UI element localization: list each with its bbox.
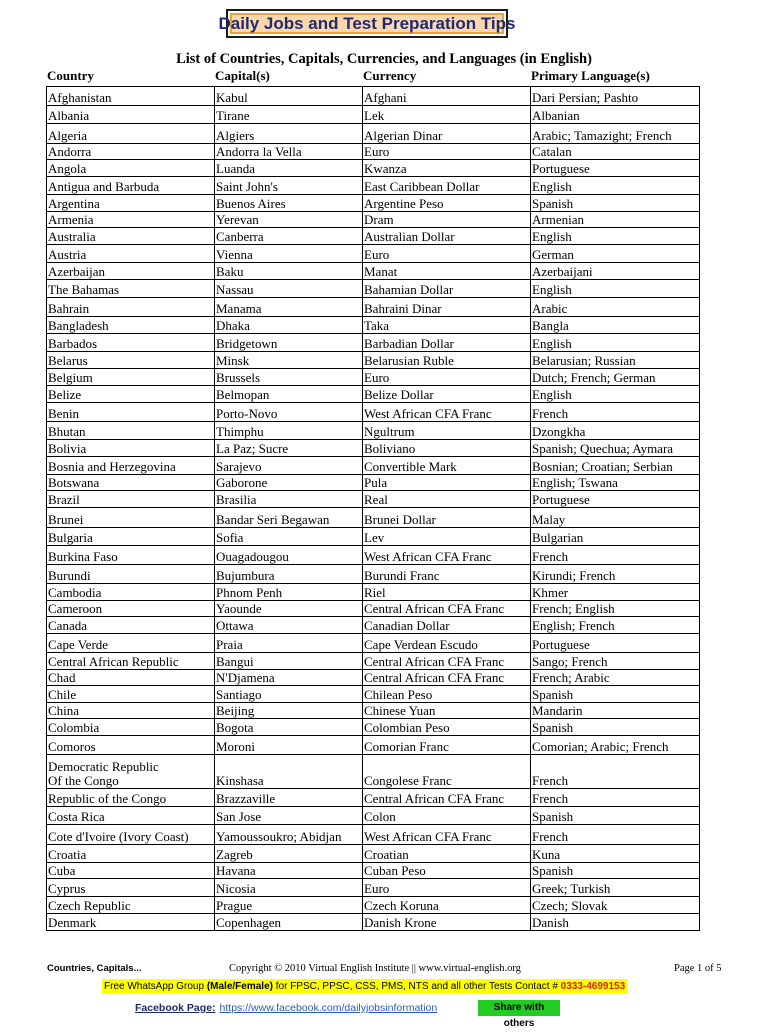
cell-currency: Congolese Franc <box>363 755 531 789</box>
cell-language: Czech; Slovak <box>531 897 700 914</box>
cell-language: Danish <box>531 914 700 931</box>
table-row <box>47 422 700 440</box>
cell-capital: Yerevan <box>215 212 363 228</box>
cell-capital: Baku <box>215 263 363 280</box>
table-row <box>47 653 700 670</box>
cell-currency: Pula <box>363 475 531 491</box>
cell-currency: Brunei Dollar <box>363 508 531 528</box>
cell-language: Portuguese <box>531 491 700 508</box>
cell-capital: Yamoussoukro; Abidjan <box>215 825 363 845</box>
table-row <box>47 263 700 280</box>
cell-country: Denmark <box>47 914 215 931</box>
cell-currency: Ngultrum <box>363 422 531 440</box>
cell-currency: Lek <box>363 106 531 124</box>
cell-capital: Dhaka <box>215 317 363 334</box>
cell-currency: Lev <box>363 528 531 546</box>
cell-currency: Chilean Peso <box>363 686 531 703</box>
cell-country: Argentina <box>47 195 215 212</box>
column-header-capital: Capital(s) <box>215 68 270 83</box>
table-row <box>47 352 700 369</box>
cell-currency: Croatian <box>363 845 531 863</box>
cell-country: Cape Verde <box>47 634 215 653</box>
footer-page-number: Page 1 of 5 <box>674 963 722 974</box>
cell-language: Portuguese <box>531 634 700 653</box>
cell-country: Brazil <box>47 491 215 508</box>
cell-country: Burundi <box>47 565 215 584</box>
cell-language: Kuna <box>531 845 700 863</box>
cell-capital: La Paz; Sucre <box>215 440 363 457</box>
cell-country: Brunei <box>47 508 215 528</box>
cell-capital: Sarajevo <box>215 457 363 475</box>
table-row <box>47 879 700 897</box>
cell-language: French; Arabic <box>531 670 700 686</box>
cell-language: Spanish <box>531 863 700 879</box>
cell-capital: Zagreb <box>215 845 363 863</box>
cell-capital: Brazzaville <box>215 789 363 807</box>
cell-capital: Gaborone <box>215 475 363 491</box>
table-row <box>47 670 700 686</box>
cell-capital: Minsk <box>215 352 363 369</box>
cell-currency: Canadian Dollar <box>363 617 531 634</box>
cell-language: Dari Persian; Pashto <box>531 87 700 106</box>
cell-currency: Kwanza <box>363 160 531 177</box>
facebook-line <box>135 1000 437 1016</box>
cell-language: Bosnian; Croatian; Serbian <box>531 457 700 475</box>
table-row <box>47 228 700 245</box>
cell-capital: Santiago <box>215 686 363 703</box>
cell-language: Spanish <box>531 807 700 825</box>
countries-table <box>46 86 700 931</box>
cell-language: Spanish <box>531 719 700 736</box>
cell-capital: Algiers <box>215 124 363 144</box>
cell-capital: Canberra <box>215 228 363 245</box>
table-row <box>47 897 700 914</box>
cell-country: Albania <box>47 106 215 124</box>
cell-currency: Boliviano <box>363 440 531 457</box>
cell-capital: Prague <box>215 897 363 914</box>
cell-country: Bosnia and Herzegovina <box>47 457 215 475</box>
cell-language: Spanish <box>531 686 700 703</box>
cell-language: Albanian <box>531 106 700 124</box>
cell-currency: West African CFA Franc <box>363 546 531 565</box>
cell-country: Comoros <box>47 736 215 755</box>
cell-capital: Brasilia <box>215 491 363 508</box>
table-row <box>47 601 700 617</box>
table-row <box>47 719 700 736</box>
cell-country: Bulgaria <box>47 528 215 546</box>
cell-currency: Convertible Mark <box>363 457 531 475</box>
table-row <box>47 317 700 334</box>
footer-copyright: Copyright © 2010 Virtual English Institute || www.virtual-english.org <box>229 963 521 974</box>
cell-country: China <box>47 703 215 719</box>
cell-language: French <box>531 403 700 422</box>
cell-language: Greek; Turkish <box>531 879 700 897</box>
share-button[interactable]: Share with others <box>478 1000 560 1016</box>
cell-currency: Czech Koruna <box>363 897 531 914</box>
table-row <box>47 686 700 703</box>
table-row <box>47 508 700 528</box>
cell-currency: Central African CFA Franc <box>363 789 531 807</box>
column-header-country: Country <box>47 68 94 83</box>
cell-capital: Vienna <box>215 245 363 263</box>
cell-currency: Euro <box>363 245 531 263</box>
cell-language: Dutch; French; German <box>531 369 700 386</box>
cell-currency: Cape Verdean Escudo <box>363 634 531 653</box>
cell-capital: Kabul <box>215 87 363 106</box>
cell-language: Mandarin <box>531 703 700 719</box>
cell-language: Malay <box>531 508 700 528</box>
banner-title: Daily Jobs and Test Preparation Tips <box>218 13 516 33</box>
table-row <box>47 565 700 584</box>
cell-language: Bulgarian <box>531 528 700 546</box>
cell-currency: Central African CFA Franc <box>363 670 531 686</box>
cell-capital: Moroni <box>215 736 363 755</box>
cell-country: Czech Republic <box>47 897 215 914</box>
cell-currency: Euro <box>363 879 531 897</box>
cell-capital: Beijing <box>215 703 363 719</box>
cell-country: Central African Republic <box>47 653 215 670</box>
table-row <box>47 87 700 106</box>
cell-country: Chad <box>47 670 215 686</box>
cell-currency: Dram <box>363 212 531 228</box>
cell-language: Portuguese <box>531 160 700 177</box>
cell-currency: Comorian Franc <box>363 736 531 755</box>
cell-currency: Euro <box>363 369 531 386</box>
column-header-language: Primary Language(s) <box>531 68 650 83</box>
table-row <box>47 736 700 755</box>
cell-currency: East Caribbean Dollar <box>363 177 531 195</box>
cell-capital: Tirane <box>215 106 363 124</box>
cell-currency: Real <box>363 491 531 508</box>
cell-language: English; French <box>531 617 700 634</box>
table-row <box>47 160 700 177</box>
table-row <box>47 703 700 719</box>
cell-country: Colombia <box>47 719 215 736</box>
column-headers <box>0 68 768 85</box>
cell-capital: Yaounde <box>215 601 363 617</box>
table-row <box>47 386 700 403</box>
cell-language: English <box>531 386 700 403</box>
cell-language: Arabic; Tamazight; French <box>531 124 700 144</box>
cell-capital: Nassau <box>215 280 363 298</box>
banner <box>218 9 516 38</box>
whatsapp-promo-group: (Male/Female) <box>206 981 273 992</box>
column-header-currency: Currency <box>363 68 417 83</box>
cell-country: Democratic Republic Of the Congo <box>47 755 215 789</box>
table-row <box>47 195 700 212</box>
cell-currency: Bahamian Dollar <box>363 280 531 298</box>
cell-language: Armenian <box>531 212 700 228</box>
table-row <box>47 863 700 879</box>
cell-country: Belize <box>47 386 215 403</box>
table-row <box>47 403 700 422</box>
cell-currency: Riel <box>363 584 531 601</box>
cell-currency: Argentine Peso <box>363 195 531 212</box>
table-row <box>47 546 700 565</box>
cell-country: Cameroon <box>47 601 215 617</box>
cell-currency: Euro <box>363 144 531 160</box>
cell-language: Comorian; Arabic; French <box>531 736 700 755</box>
cell-currency: Belarusian Ruble <box>363 352 531 369</box>
cell-language: English <box>531 228 700 245</box>
table-row <box>47 845 700 863</box>
cell-capital: Nicosia <box>215 879 363 897</box>
table-row <box>47 212 700 228</box>
cell-currency: West African CFA Franc <box>363 825 531 845</box>
cell-capital: Porto-Novo <box>215 403 363 422</box>
cell-country: Antigua and Barbuda <box>47 177 215 195</box>
table-row <box>47 177 700 195</box>
cell-language: French <box>531 755 700 789</box>
cell-country: Barbados <box>47 334 215 352</box>
table-row <box>47 584 700 601</box>
cell-currency: Australian Dollar <box>363 228 531 245</box>
cell-language: German <box>531 245 700 263</box>
cell-capital: Sofia <box>215 528 363 546</box>
cell-country: Afghanistan <box>47 87 215 106</box>
table-row <box>47 280 700 298</box>
cell-country: Burkina Faso <box>47 546 215 565</box>
table-row <box>47 124 700 144</box>
cell-language: English; Tswana <box>531 475 700 491</box>
cell-country: Belgium <box>47 369 215 386</box>
cell-language: Arabic <box>531 298 700 317</box>
cell-currency: Chinese Yuan <box>363 703 531 719</box>
table-row <box>47 914 700 931</box>
cell-language: Kirundi; French <box>531 565 700 584</box>
cell-currency: Cuban Peso <box>363 863 531 879</box>
table-row <box>47 807 700 825</box>
cell-language: Sango; French <box>531 653 700 670</box>
cell-country: Bhutan <box>47 422 215 440</box>
cell-language: Spanish <box>531 195 700 212</box>
cell-language: Spanish; Quechua; Aymara <box>531 440 700 457</box>
cell-language: French <box>531 789 700 807</box>
cell-country: Chile <box>47 686 215 703</box>
cell-country: Cyprus <box>47 879 215 897</box>
cell-currency: Manat <box>363 263 531 280</box>
cell-capital: Bridgetown <box>215 334 363 352</box>
cell-country: Croatia <box>47 845 215 863</box>
cell-capital: Ottawa <box>215 617 363 634</box>
whatsapp-promo-text: Free WhatsApp Group <box>104 981 207 992</box>
cell-capital: Praia <box>215 634 363 653</box>
cell-country: Benin <box>47 403 215 422</box>
cell-country: Republic of the Congo <box>47 789 215 807</box>
cell-language: Belarusian; Russian <box>531 352 700 369</box>
cell-country: Cambodia <box>47 584 215 601</box>
cell-capital: Thimphu <box>215 422 363 440</box>
cell-language: Khmer <box>531 584 700 601</box>
cell-country: Belarus <box>47 352 215 369</box>
cell-language: French <box>531 825 700 845</box>
facebook-label: Facebook Page: <box>135 1002 216 1014</box>
table-row <box>47 245 700 263</box>
cell-currency: Afghani <box>363 87 531 106</box>
cell-country: Algeria <box>47 124 215 144</box>
table-row <box>47 440 700 457</box>
cell-country: Angola <box>47 160 215 177</box>
cell-language: French <box>531 546 700 565</box>
table-row <box>47 298 700 317</box>
cell-country: Austria <box>47 245 215 263</box>
cell-country: Canada <box>47 617 215 634</box>
cell-language: Bangla <box>531 317 700 334</box>
table-row <box>47 491 700 508</box>
cell-currency: Colon <box>363 807 531 825</box>
cell-country: Botswana <box>47 475 215 491</box>
table-row <box>47 617 700 634</box>
cell-country: Bahrain <box>47 298 215 317</box>
cell-currency: Barbadian Dollar <box>363 334 531 352</box>
cell-country: The Bahamas <box>47 280 215 298</box>
cell-currency: Bahraini Dinar <box>363 298 531 317</box>
cell-capital: Phnom Penh <box>215 584 363 601</box>
cell-country: Cuba <box>47 863 215 879</box>
table-row <box>47 475 700 491</box>
cell-currency: Danish Krone <box>363 914 531 931</box>
cell-language: Dzongkha <box>531 422 700 440</box>
cell-capital: Kinshasa <box>215 755 363 789</box>
table-row <box>47 144 700 160</box>
whatsapp-promo <box>102 979 627 994</box>
cell-country: Bolivia <box>47 440 215 457</box>
table-row <box>47 789 700 807</box>
cell-capital: Andorra la Vella <box>215 144 363 160</box>
cell-capital: San Jose <box>215 807 363 825</box>
cell-language: English <box>531 334 700 352</box>
cell-capital: Bandar Seri Begawan <box>215 508 363 528</box>
whatsapp-phone: 0333-4699153 <box>560 981 626 992</box>
cell-language: French; English <box>531 601 700 617</box>
document-title: List of Countries, Capitals, Currencies, and Languages (in English) <box>176 51 592 67</box>
cell-country: Bangladesh <box>47 317 215 334</box>
table-row <box>47 528 700 546</box>
cell-currency: Belize Dollar <box>363 386 531 403</box>
cell-country: Andorra <box>47 144 215 160</box>
cell-capital: Saint John's <box>215 177 363 195</box>
cell-capital: Manama <box>215 298 363 317</box>
cell-capital: Copenhagen <box>215 914 363 931</box>
cell-language: English <box>531 177 700 195</box>
cell-capital: Bogota <box>215 719 363 736</box>
cell-capital: N'Djamena <box>215 670 363 686</box>
cell-capital: Ouagadougou <box>215 546 363 565</box>
cell-currency: Taka <box>363 317 531 334</box>
cell-currency: Central African CFA Franc <box>363 653 531 670</box>
footer-doc-name: Countries, Capitals... <box>47 963 142 974</box>
table-row <box>47 106 700 124</box>
cell-currency: Algerian Dinar <box>363 124 531 144</box>
table-row <box>47 755 700 789</box>
cell-capital: Havana <box>215 863 363 879</box>
cell-capital: Luanda <box>215 160 363 177</box>
cell-capital: Bujumbura <box>215 565 363 584</box>
table-row <box>47 369 700 386</box>
cell-capital: Bangui <box>215 653 363 670</box>
cell-language: Catalan <box>531 144 700 160</box>
cell-country: Cote d'Ivoire (Ivory Coast) <box>47 825 215 845</box>
table-row <box>47 634 700 653</box>
cell-currency: Central African CFA Franc <box>363 601 531 617</box>
cell-country: Azerbaijan <box>47 263 215 280</box>
cell-country: Armenia <box>47 212 215 228</box>
table-row <box>47 334 700 352</box>
whatsapp-promo-tests: for FPSC, PPSC, CSS, PMS, NTS and all other Tests Contact # <box>272 981 561 992</box>
cell-capital: Belmopan <box>215 386 363 403</box>
table-row <box>47 457 700 475</box>
facebook-link[interactable]: https://www.facebook.com/dailyjobsinformation <box>219 1002 438 1014</box>
cell-country: Costa Rica <box>47 807 215 825</box>
cell-country: Australia <box>47 228 215 245</box>
cell-currency: Burundi Franc <box>363 565 531 584</box>
table-row <box>47 825 700 845</box>
cell-capital: Buenos Aires <box>215 195 363 212</box>
cell-currency: West African CFA Franc <box>363 403 531 422</box>
cell-language: Azerbaijani <box>531 263 700 280</box>
cell-language: English <box>531 280 700 298</box>
cell-capital: Brussels <box>215 369 363 386</box>
cell-currency: Colombian Peso <box>363 719 531 736</box>
countries-table-body <box>47 87 700 931</box>
